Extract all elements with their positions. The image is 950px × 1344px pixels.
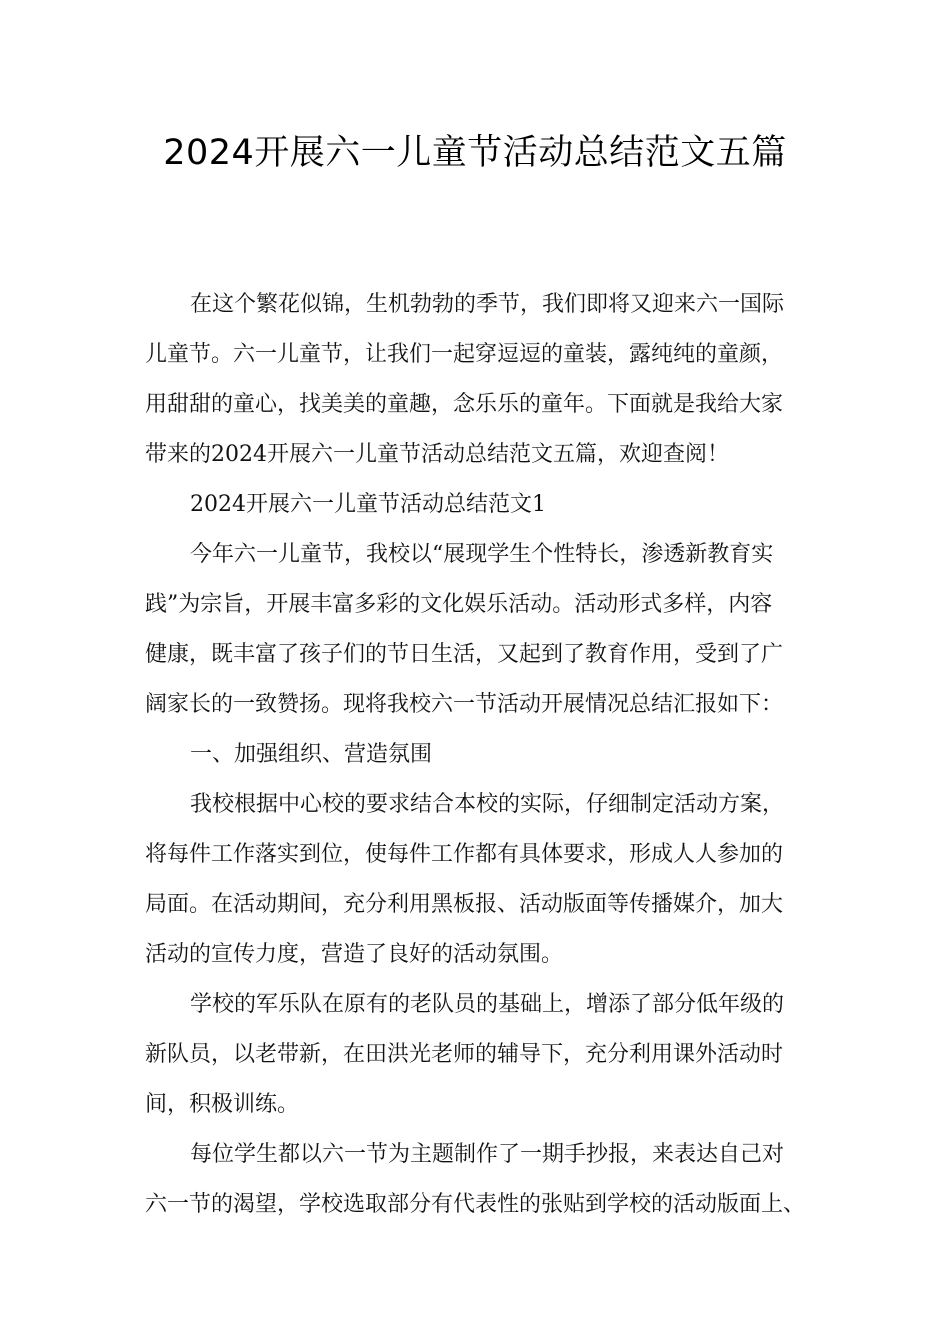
paragraph-line: 儿童节。六一儿童节，让我们一起穿逗逗的童装，露纯纯的童颜， bbox=[145, 342, 784, 367]
paragraph-line: 新队员，以老带新，在田洪光老师的辅导下，充分利用课外活动时 bbox=[145, 1042, 784, 1067]
paragraph-line: 阔家长的一致赞扬。现将我校六一节活动开展情况总结汇报如下： bbox=[145, 692, 784, 717]
document-body bbox=[145, 280, 807, 1230]
paragraph-line: 将每件工作落实到位，使每件工作都有具体要求，形成人人参加的 bbox=[145, 842, 784, 867]
paragraph-line: 用甜甜的童心，找美美的童趣，念乐乐的童年。下面就是我给大家 bbox=[145, 392, 784, 417]
paragraph-line: 今年六一儿童节，我校以“展现学生个性特长，渗透新教育实 bbox=[190, 542, 774, 567]
document-title: 2024开展六一儿童节活动总结范文五篇 bbox=[163, 133, 787, 173]
paragraph-line: 活动的宣传力度，营造了良好的活动氛围。 bbox=[145, 942, 564, 967]
paragraph-line: 每位学生都以六一节为主题制作了一期手抄报，来表达自己对 bbox=[190, 1142, 785, 1167]
paragraph-line: 健康，既丰富了孩子们的节日生活，又起到了教育作用，受到了广 bbox=[145, 642, 784, 667]
section-heading: 一、加强组织、营造氛围 bbox=[190, 742, 433, 767]
section-heading: 2024开展六一儿童节活动总结范文1 bbox=[190, 492, 546, 517]
paragraph-line: 我校根据中心校的要求结合本校的实际，仔细制定活动方案， bbox=[190, 792, 785, 817]
paragraph-line: 践”为宗旨，开展丰富多彩的文化娱乐活动。活动形式多样，内容 bbox=[145, 592, 773, 617]
paragraph-line: 六一节的渴望，学校选取部分有代表性的张贴到学校的活动版面上、 bbox=[145, 1192, 806, 1217]
paragraph-line: 局面。在活动期间，充分利用黑板报、活动版面等传播媒介，加大 bbox=[145, 892, 784, 917]
paragraph-line: 学校的军乐队在原有的老队员的基础上，增添了部分低年级的 bbox=[190, 992, 785, 1017]
paragraph-line: 间，积极训练。 bbox=[145, 1092, 300, 1117]
paragraph-line: 在这个繁花似锦，生机勃勃的季节，我们即将又迎来六一国际 bbox=[190, 292, 785, 317]
paragraph-line: 带来的2024开展六一儿童节活动总结范文五篇，欢迎查阅！ bbox=[145, 442, 729, 467]
